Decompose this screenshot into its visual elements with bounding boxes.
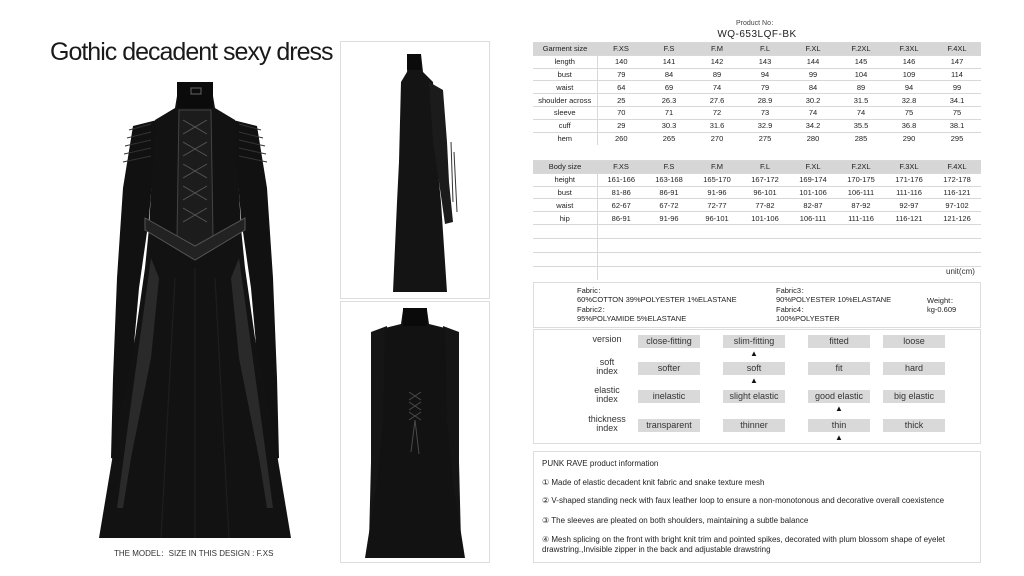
index-option: softer (638, 362, 700, 375)
garment-row-label: shoulder across (533, 94, 597, 107)
garment-cell: 142 (693, 55, 741, 68)
garment-cell: 25 (597, 94, 645, 107)
index-option: transparent (638, 419, 700, 432)
garment-cell: 145 (837, 55, 885, 68)
garment-row-label: hem (533, 132, 597, 145)
fabric1-value: 60%COTTON 39%POLYESTER 1%ELASTANE (577, 295, 737, 304)
body-header-cell: F.M (693, 161, 741, 174)
index-option: fit (808, 362, 870, 375)
garment-header-cell: F.M (693, 43, 741, 56)
index-option: thinner (723, 419, 785, 432)
garment-cell: 260 (597, 132, 645, 145)
body-header-cell: F.4XL (933, 161, 981, 174)
garment-cell: 280 (789, 132, 837, 145)
garment-cell: 94 (741, 68, 789, 81)
garment-header-cell: F.3XL (885, 43, 933, 56)
body-cell: 163-168 (645, 173, 693, 186)
body-row-label: height (533, 173, 597, 186)
body-cell: 96-101 (741, 186, 789, 199)
product-info-panel (533, 451, 981, 563)
garment-cell: 79 (597, 68, 645, 81)
garment-cell: 28.9 (741, 94, 789, 107)
garment-cell: 265 (645, 132, 693, 145)
weight-label: Weight： (927, 296, 958, 305)
garment-cell: 275 (741, 132, 789, 145)
body-size-table (533, 160, 981, 224)
fabric2-label: Fabric2： (577, 305, 610, 314)
dress-side-image (341, 42, 489, 298)
dress-back-image (341, 302, 489, 562)
garment-row (533, 119, 981, 132)
body-cell: 165-170 (693, 173, 741, 186)
garment-row-label: bust (533, 68, 597, 81)
garment-cell: 70 (597, 106, 645, 119)
body-cell: 86-91 (597, 212, 645, 225)
body-cell: 161-166 (597, 173, 645, 186)
body-cell: 87-92 (837, 199, 885, 212)
body-cell: 77-82 (741, 199, 789, 212)
product-number-label: Product No： (735, 20, 779, 27)
body-cell: 82-87 (789, 199, 837, 212)
fabric3-value: 90%POLYESTER 10%ELASTANE (776, 295, 892, 304)
body-row-label: bust (533, 186, 597, 199)
body-cell: 81-86 (597, 186, 645, 199)
garment-cell: 290 (885, 132, 933, 145)
body-header-row (533, 161, 981, 174)
garment-cell: 84 (789, 81, 837, 94)
body-cell: 97-102 (933, 199, 981, 212)
garment-cell: 74 (693, 81, 741, 94)
garment-cell: 285 (837, 132, 885, 145)
garment-row (533, 94, 981, 107)
garment-header-cell: F.4XL (933, 43, 981, 56)
body-header-cell: F.3XL (885, 161, 933, 174)
body-row-label: hip (533, 212, 597, 225)
body-cell: 116-121 (885, 212, 933, 225)
garment-cell: 144 (789, 55, 837, 68)
garment-cell: 74 (837, 106, 885, 119)
garment-header-cell: F.XS (597, 43, 645, 56)
index-label-line1: version (592, 334, 622, 344)
garment-cell: 75 (885, 106, 933, 119)
garment-cell: 71 (645, 106, 693, 119)
garment-cell: 30.2 (789, 94, 837, 107)
weight (927, 296, 958, 314)
selected-marker-icon: ▲ (835, 433, 843, 442)
selected-marker-icon: ▲ (750, 376, 758, 385)
body-cell: 111-116 (837, 212, 885, 225)
garment-header-cell: F.L (741, 43, 789, 56)
garment-cell: 295 (933, 132, 981, 145)
garment-cell: 35.5 (837, 119, 885, 132)
index-option: hard (883, 362, 945, 375)
page-title: Gothic decadent sexy dress (50, 38, 333, 66)
dress-side-photo (340, 41, 490, 299)
body-cell: 116-121 (933, 186, 981, 199)
fabric-info (533, 282, 981, 328)
garment-cell: 38.1 (933, 119, 981, 132)
garment-size-table (533, 42, 981, 145)
garment-cell: 109 (885, 68, 933, 81)
index-label-line1: elastic (594, 385, 620, 395)
garment-cell: 79 (741, 81, 789, 94)
info-title: PUNK RAVE product information (542, 459, 659, 468)
body-header-cell: Body size (533, 161, 597, 174)
body-header-cell: F.XL (789, 161, 837, 174)
fabric4 (776, 305, 840, 323)
body-cell: 62-67 (597, 199, 645, 212)
body-row (533, 173, 981, 186)
garment-cell: 141 (645, 55, 693, 68)
index-option: thin (808, 419, 870, 432)
garment-cell: 140 (597, 55, 645, 68)
body-cell: 67-72 (645, 199, 693, 212)
garment-cell: 31.6 (693, 119, 741, 132)
body-cell: 167-172 (741, 173, 789, 186)
fabric3-label: Fabric3： (776, 286, 809, 295)
body-cell: 72-77 (693, 199, 741, 212)
selected-marker-icon: ▲ (835, 404, 843, 413)
body-cell: 92-97 (885, 199, 933, 212)
body-header-cell: F.L (741, 161, 789, 174)
index-option: slight elastic (723, 390, 785, 403)
garment-row-label: waist (533, 81, 597, 94)
garment-cell: 27.6 (693, 94, 741, 107)
garment-cell: 36.8 (885, 119, 933, 132)
body-cell: 171-176 (885, 173, 933, 186)
index-option: soft (723, 362, 785, 375)
garment-row-label: length (533, 55, 597, 68)
body-cell: 86-91 (645, 186, 693, 199)
body-cell: 170-175 (837, 173, 885, 186)
selected-marker-icon: ▲ (750, 349, 758, 358)
body-cell: 101-106 (741, 212, 789, 225)
body-cell: 106-111 (789, 212, 837, 225)
body-row (533, 199, 981, 212)
index-label-line1: thickness (588, 414, 626, 424)
body-cell: 106-111 (837, 186, 885, 199)
product-number (533, 18, 981, 40)
body-cell: 91-96 (645, 212, 693, 225)
index-label-line2: index (596, 394, 618, 404)
garment-cell: 34.1 (933, 94, 981, 107)
body-row-label: waist (533, 199, 597, 212)
garment-row (533, 81, 981, 94)
fabric2-value: 95%POLYAMIDE 5%ELASTANE (577, 314, 687, 323)
garment-cell: 114 (933, 68, 981, 81)
body-cell: 96-101 (693, 212, 741, 225)
garment-header-cell: F.2XL (837, 43, 885, 56)
body-header-cell: F.2XL (837, 161, 885, 174)
garment-cell: 147 (933, 55, 981, 68)
garment-row-label: sleeve (533, 106, 597, 119)
garment-cell: 34.2 (789, 119, 837, 132)
garment-cell: 32.9 (741, 119, 789, 132)
body-header-cell: F.S (645, 161, 693, 174)
body-cell: 101-106 (789, 186, 837, 199)
info-item-4: ④ Mesh splicing on the front with bright knit trim and pointed spikes, decorated with plum blossom shape of eyelet drawstring.,Invisible zipper in the back and adjustable drawstring (542, 535, 945, 554)
fabric1-label: Fabric： (577, 286, 606, 295)
dress-back-photo (340, 301, 490, 563)
garment-cell: 73 (741, 106, 789, 119)
body-cell: 91-96 (693, 186, 741, 199)
garment-cell: 89 (693, 68, 741, 81)
garment-cell: 30.3 (645, 119, 693, 132)
garment-cell: 32.8 (885, 94, 933, 107)
index-label-line2: index (596, 423, 618, 433)
body-cell: 111-116 (885, 186, 933, 199)
garment-cell: 26.3 (645, 94, 693, 107)
garment-cell: 31.5 (837, 94, 885, 107)
garment-header-cell: Garment size (533, 43, 597, 56)
garment-header-cell: F.XL (789, 43, 837, 56)
garment-cell: 89 (837, 81, 885, 94)
dress-front-image (95, 78, 295, 542)
index-label-line2: index (596, 366, 618, 376)
garment-cell: 64 (597, 81, 645, 94)
index-option: loose (883, 335, 945, 348)
index-option: fitted (808, 335, 870, 348)
fit-index-panel (533, 329, 981, 444)
index-label-line1: soft (599, 357, 615, 367)
garment-cell: 75 (933, 106, 981, 119)
body-cell: 121-126 (933, 212, 981, 225)
garment-cell: 143 (741, 55, 789, 68)
garment-cell: 99 (933, 81, 981, 94)
garment-cell: 29 (597, 119, 645, 132)
model-size-note: THE MODEL：SIZE IN THIS DESIGN : F.XS (114, 549, 274, 558)
body-cell: 172-178 (933, 173, 981, 186)
garment-cell: 270 (693, 132, 741, 145)
index-option: good elastic (808, 390, 870, 403)
weight-value: kg-0.609 (927, 305, 957, 314)
fabric2 (577, 305, 686, 323)
empty-table-rows (533, 224, 981, 280)
index-row (534, 358, 982, 384)
info-item-3: ③ The sleeves are pleated on both shoulders, maintaining a subtle balance (542, 516, 809, 525)
garment-row (533, 132, 981, 145)
garment-row (533, 55, 981, 68)
fabric4-label: Fabric4： (776, 305, 809, 314)
body-cell: 169-174 (789, 173, 837, 186)
info-item-1: ① Made of elastic decadent knit fabric and snake texture mesh (542, 478, 765, 487)
index-option: close-fitting (638, 335, 700, 348)
garment-cell: 94 (885, 81, 933, 94)
index-row (534, 333, 982, 359)
info-item-2: ② V-shaped standing neck with faux leather loop to ensure a non-monotonous and decorative overall coexistence (542, 496, 945, 505)
body-row (533, 212, 981, 225)
product-number-value: WQ-653LQF-BK (717, 29, 797, 40)
fabric4-value: 100%POLYESTER (776, 314, 840, 323)
unit-label: unit(cm) (946, 267, 975, 276)
garment-cell: 69 (645, 81, 693, 94)
garment-header-cell: F.S (645, 43, 693, 56)
body-header-cell: F.XS (597, 161, 645, 174)
index-option: slim-fitting (723, 335, 785, 348)
garment-cell: 74 (789, 106, 837, 119)
garment-cell: 84 (645, 68, 693, 81)
garment-row-label: cuff (533, 119, 597, 132)
index-option: inelastic (638, 390, 700, 403)
index-row (534, 386, 982, 412)
garment-cell: 72 (693, 106, 741, 119)
fabric3 (776, 286, 891, 304)
index-row (534, 415, 982, 441)
garment-row (533, 68, 981, 81)
garment-cell: 146 (885, 55, 933, 68)
fabric1 (577, 286, 737, 304)
index-option: big elastic (883, 390, 945, 403)
garment-cell: 99 (789, 68, 837, 81)
body-row (533, 186, 981, 199)
index-option: thick (883, 419, 945, 432)
garment-row (533, 106, 981, 119)
garment-header-row (533, 43, 981, 56)
garment-cell: 104 (837, 68, 885, 81)
